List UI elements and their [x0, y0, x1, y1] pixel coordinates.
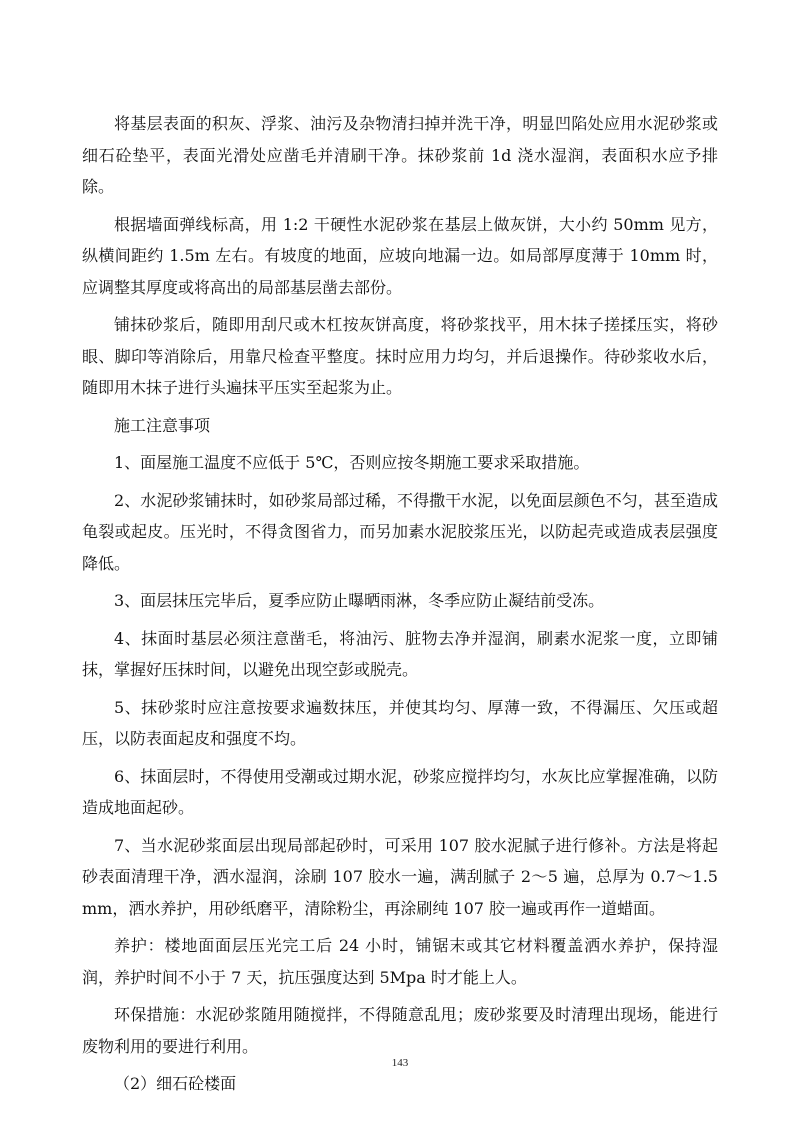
- precaution-item-2: 2、水泥砂浆铺抹时，如砂浆局部过稀，不得撒干水泥，以免面层颜色不匀，甚至造成龟裂或起皮。压光时，不得贪图省力，而另加素水泥胶浆压光，以防起壳或造成表层强度降低。: [82, 490, 718, 573]
- precaution-item-5: 5、抹砂浆时应注意按要求遍数抹压，并使其均匀、厚薄一致，不得漏压、欠压或超压，以防表面起皮和强度不均。: [82, 697, 718, 748]
- section-heading-precautions: 施工注意事项: [114, 415, 211, 435]
- paragraph-base-cleaning: 将基层表面的积灰、浮浆、油污及杂物清扫掉并洗干净，明显凹陷处应用水泥砂浆或细石砼垫平，表面光滑处应凿毛并清刷干净。抹砂浆前 1d 浇水湿润，表面积水应予排除。: [82, 114, 718, 196]
- precaution-item-7: 7、当水泥砂浆面层出现局部起砂时，可采用 107 胶水泥腻子进行修补。方法是将起砂表面清理干净，洒水湿润，涂刷 107 胶水一遍，满刮腻子 2～5 遍，总厚为 0.7～1.5mm，洒水养护，用砂纸磨平，清除粉尘，再涂刷纯 107 胶一遍或再作一道蜡面。: [82, 835, 718, 918]
- section-heading-fine-aggregate-concrete-floor: （2）细石砼楼面: [114, 1074, 237, 1093]
- page-body: [82, 108, 718, 1106]
- precaution-item-1: 1、面屋施工温度不应低于 5℃，否则应按冬期施工要求采取措施。: [114, 453, 590, 472]
- precaution-item-4: 4、抹面时基层必须注意凿毛，将油污、脏物去净并湿润，刷素水泥浆一度，立即铺抹，掌握好压抹时间，以避免出现空彭或脱壳。: [82, 628, 718, 679]
- paragraph-mortar-leveling: 铺抹砂浆后，随即用刮尺或木杠按灰饼高度，将砂浆找平，用木抹子搓揉压实，将砂眼、脚印等消除后，用靠尺检查平整度。抹时应用力均匀，并后退操作。待砂浆收水后，随即用木抹子进行头遍抹平压实至起浆为止。: [82, 315, 718, 397]
- paragraph-environmental: 环保措施：水泥砂浆随用随搅拌，不得随意乱甩；废砂浆要及时清理出现场，能进行废物利用的要进行利用。: [82, 1005, 718, 1056]
- paragraph-curing: 养护：楼地面面层压光完工后 24 小时，铺锯末或其它材料覆盖洒水养护，保持湿润，养护时间不小于 7 天，抗压强度达到 5Mpa 时才能上人。: [82, 936, 718, 987]
- paragraph-screed-marking: 根据墙面弹线标高，用 1:2 干硬性水泥砂浆在基层上做灰饼，大小约 50mm 见方，纵横间距约 1.5m 左右。有坡度的地面，应坡向地漏一边。如局部厚度薄于 10mm 时，应调整其厚度或将高出的局部基层凿去部份。: [82, 214, 718, 297]
- precaution-item-6: 6、抹面层时，不得使用受潮或过期水泥，砂浆应搅拌均匀，水灰比应掌握准确，以防造成地面起砂。: [82, 766, 718, 817]
- precaution-item-3: 3、面层抹压完毕后，夏季应防止曝晒雨淋，冬季应防止凝结前受冻。: [114, 591, 605, 610]
- page-number: 143: [391, 1057, 409, 1069]
